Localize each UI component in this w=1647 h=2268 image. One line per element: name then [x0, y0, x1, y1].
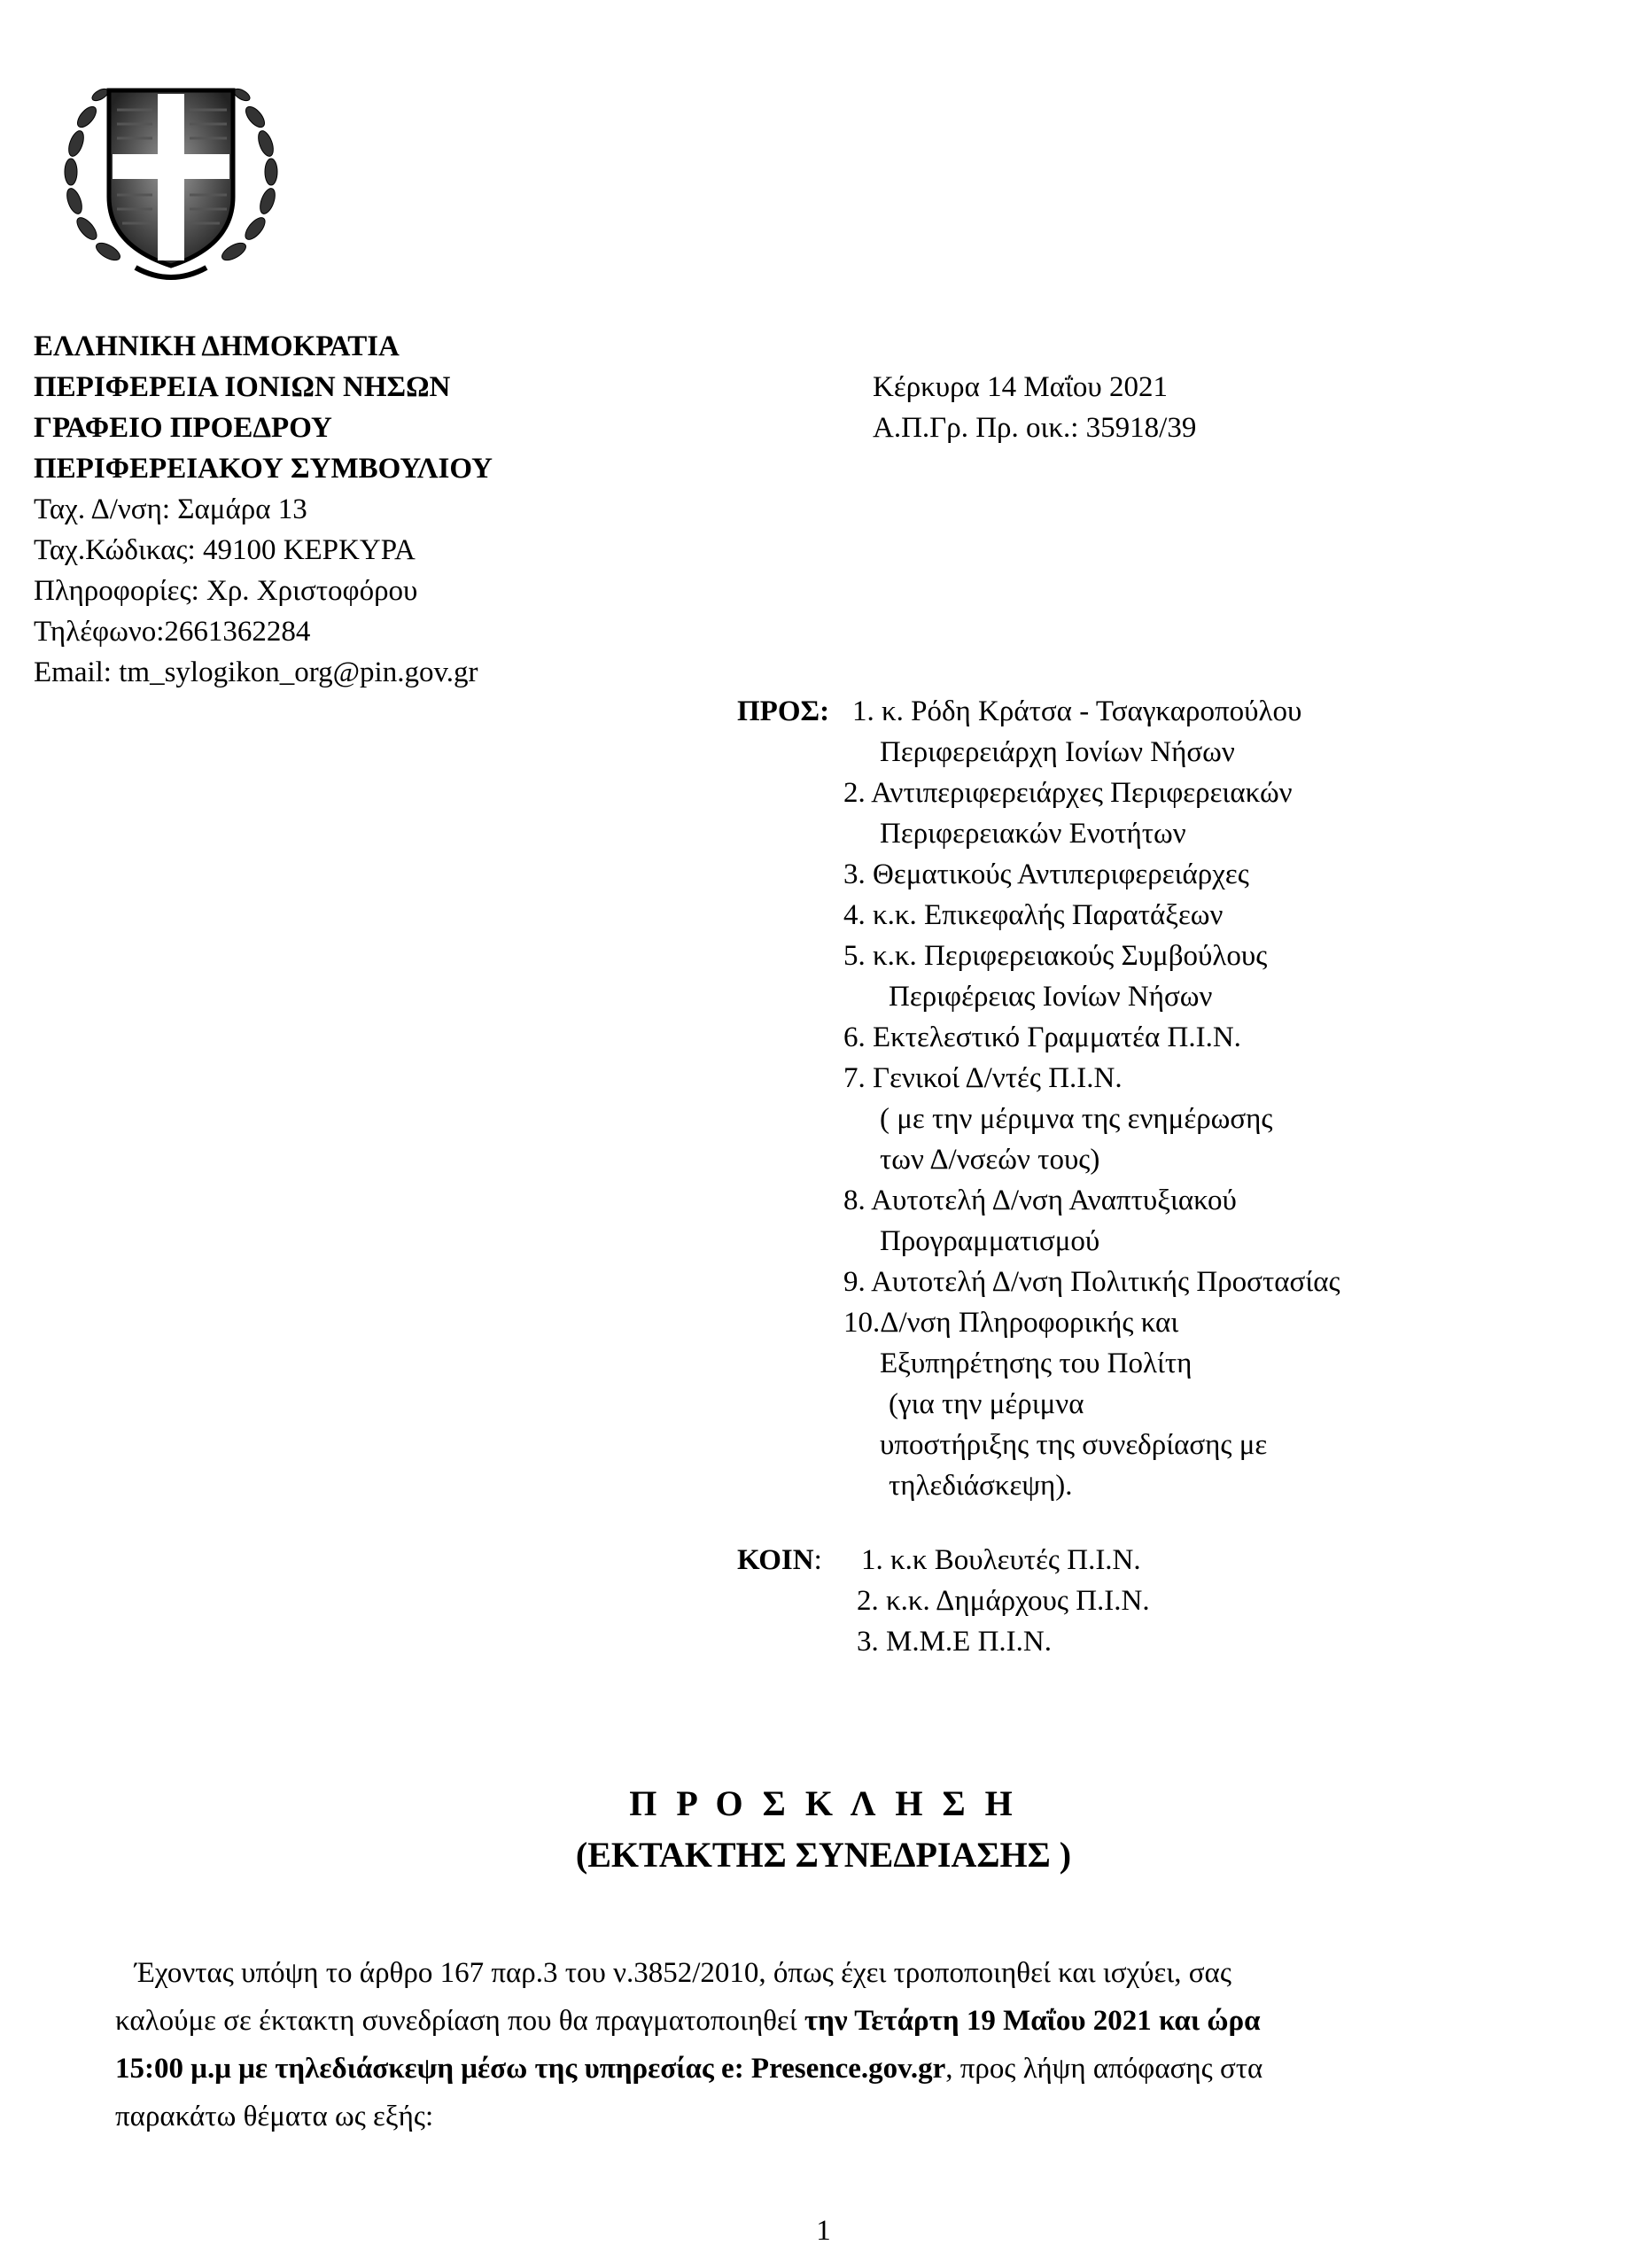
- recipient-line: 1. κ. Ρόδη Κράτσα - Τσαγκαροπούλου: [852, 695, 1302, 727]
- sender-email: Email: tm_sylogikon_org@pin.gov.gr: [34, 656, 478, 688]
- sender-line-4: ΠΕΡΙΦΕΡΕΙΑΚΟΥ ΣΥΜΒΟΥΛΙΟΥ: [34, 453, 493, 485]
- recipient-line: των Δ/νσεών τους): [880, 1144, 1100, 1176]
- recipient-line: Περιφερειακών Ενοτήτων: [880, 818, 1186, 850]
- body-paragraph: [115, 1949, 1524, 2140]
- sender-postal: Ταχ.Κώδικας: 49100 ΚΕΡΚΥΡΑ: [34, 534, 416, 566]
- sender-address: Ταχ. Δ/νση: Σαμάρα 13: [34, 493, 307, 525]
- recipient-line: Προγραμματισμού: [880, 1225, 1100, 1257]
- place-date: Κέρκυρα 14 Μαΐου 2021: [873, 371, 1168, 403]
- koin-line: 2. κ.κ. Δημάρχους Π.Ι.Ν.: [857, 1585, 1150, 1617]
- page-number: 1: [816, 2215, 831, 2247]
- meeting-time-platform: 15:00 μ.μ με τηλεδιάσκεψη μέσω της υπηρεσίας e: Presence.gov.gr: [115, 2053, 946, 2085]
- sender-phone: Τηλέφωνο:2661362284: [34, 616, 311, 648]
- sender-line-2: ΠΕΡΙΦΕΡΕΙΑ ΙΟΝΙΩΝ ΝΗΣΩΝ: [34, 371, 451, 403]
- koin-label-text: ΚΟΙΝ: [737, 1544, 814, 1576]
- date-block: [873, 367, 1196, 448]
- recipient-line: (για την μέριμνα: [889, 1388, 1084, 1420]
- recipient-line: Περιφερειάρχη Ιονίων Νήσων: [880, 736, 1235, 768]
- recipient-line: 4. κ.κ. Επικεφαλής Παρατάξεων: [843, 899, 1224, 931]
- recipient-line: Περιφέρειας Ιονίων Νήσων: [889, 981, 1213, 1013]
- recipient-line: 2. Αντιπεριφερειάρχες Περιφερειακών: [843, 777, 1293, 809]
- body-line-1: Έχοντας υπόψη το άρθρο 167 παρ.3 του ν.3852/2010, όπως έχει τροποποιηθεί και ισχύει, σας: [135, 1957, 1231, 1989]
- sender-line-1: ΕΛΛΗΝΙΚΗ ΔΗΜΟΚΡΑΤΙΑ: [34, 330, 400, 362]
- recipient-line: 3. Θεματικούς Αντιπεριφερειάρχες: [843, 858, 1249, 890]
- recipient-line: 7. Γενικοί Δ/ντές Π.Ι.Ν.: [843, 1062, 1123, 1094]
- body-line-2-text: καλούμε σε έκτακτη συνεδρίαση που θα πραγματοποιηθεί: [115, 2005, 804, 2037]
- recipient-line: 9. Αυτοτελή Δ/νση Πολιτικής Προστασίας: [843, 1266, 1340, 1298]
- sender-info: Πληροφορίες: Χρ. Χριστοφόρου: [34, 575, 418, 607]
- sender-block: [34, 326, 493, 693]
- document-title: Π Ρ Ο Σ Κ Λ Η Σ Η: [629, 1783, 1018, 1823]
- recipient-line: 8. Αυτοτελή Δ/νση Αναπτυξιακού: [843, 1184, 1237, 1216]
- meeting-date: την Τετάρτη 19 Μαΐου 2021 και ώρα: [804, 2005, 1261, 2037]
- sender-line-3: ΓΡΑΦΕΙΟ ΠΡΟΕΔΡΟΥ: [34, 412, 332, 444]
- protocol-number: Α.Π.Γρ. Πρ. οικ.: 35918/39: [873, 412, 1197, 444]
- body-line-3-text: , προς λήψη απόφασης στα: [945, 2053, 1263, 2085]
- body-line-4: παρακάτω θέματα ως εξής:: [115, 2101, 434, 2132]
- body-line-2: [115, 1997, 1524, 2045]
- recipients-label: ΠΡΟΣ:: [737, 695, 830, 727]
- recipient-line: 6. Εκτελεστικό Γραμματέα Π.Ι.Ν.: [843, 1021, 1241, 1053]
- document-subtitle: (ΕΚΤΑΚΤΗΣ ΣΥΝΕΔΡΙΑΣΗΣ ): [575, 1835, 1072, 1875]
- recipient-line: υποστήριξης της συνεδρίασης με: [880, 1429, 1268, 1461]
- recipient-line: 5. κ.κ. Περιφερειακούς Συμβούλους: [843, 940, 1268, 972]
- recipient-line: 10.Δ/νση Πληροφορικής και: [843, 1307, 1179, 1339]
- koin-colon: :: [813, 1544, 822, 1576]
- recipient-line: Εξυπηρέτησης του Πολίτη: [880, 1348, 1193, 1379]
- recipient-line: τηλεδιάσκεψη).: [889, 1470, 1073, 1502]
- coat-of-arms-emblem: [51, 55, 291, 294]
- body-line-3: [115, 2045, 1524, 2093]
- koin-line: 3. Μ.Μ.Ε Π.Ι.Ν.: [857, 1626, 1052, 1658]
- koin-line: 1. κ.κ Βουλευτές Π.Ι.Ν.: [861, 1544, 1141, 1576]
- koin-label: [737, 1540, 822, 1581]
- recipient-line: ( με την μέριμνα της ενημέρωσης: [880, 1103, 1273, 1135]
